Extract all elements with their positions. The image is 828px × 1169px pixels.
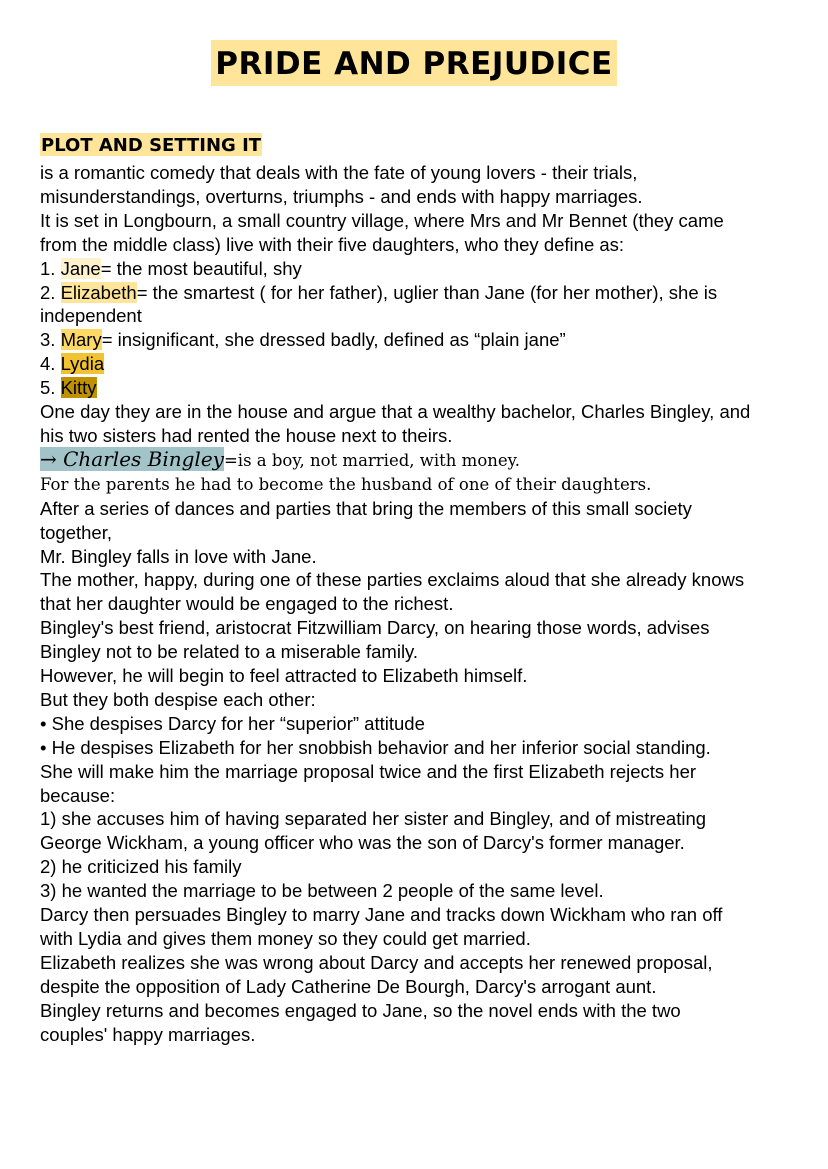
list-number: 3.	[40, 329, 61, 351]
daughters-list	[40, 257, 810, 400]
document-body	[40, 161, 810, 1047]
text-line: Bingley returns and becomes engaged to Jane, so the novel ends with the two	[40, 999, 681, 1021]
bingley-name: Charles Bingley	[63, 446, 224, 471]
intro-paragraph	[40, 161, 810, 257]
name-description: = insignificant, she dressed badly, defined as “plain jane”	[101, 329, 566, 351]
text-line: She will make him the marriage proposal twice and the first Elizabeth rejects her	[40, 760, 697, 782]
page-title: PRIDE AND PREJUDICE	[211, 40, 616, 86]
text-line: that her daughter would be engaged to the richest.	[40, 593, 454, 615]
middle-paragraph	[40, 400, 810, 448]
highlighted-name: Jane	[60, 257, 101, 279]
title-container	[0, 40, 828, 86]
bingley-highlight	[40, 447, 224, 471]
text-line: because:	[40, 784, 116, 806]
text-line: Bingley not to be related to a miserable family.	[40, 641, 419, 663]
text-line: Elizabeth realizes she was wrong about Darcy and accepts her renewed proposal,	[40, 951, 713, 973]
text-line: 2) he criticized his family	[40, 856, 242, 878]
list-number: 2.	[40, 281, 61, 303]
text-line: Bingley's best friend, aristocrat Fitzwilliam Darcy, on hearing those words, advises	[40, 617, 710, 639]
highlighted-name: Mary	[60, 329, 102, 351]
highlighted-name: Kitty	[60, 377, 97, 399]
text-line: However, he will begin to feel attracted to Elizabeth himself.	[40, 665, 528, 687]
text-line: with Lydia and gives them money so they could get married.	[40, 928, 531, 949]
text-line: from the middle class) live with their five daughters, who they define as:	[40, 233, 625, 255]
list-item	[40, 281, 810, 305]
arrow-icon: →	[40, 446, 64, 471]
text-line: One day they are in the house and argue that a wealthy bachelor, Charles Bingley, and	[40, 401, 751, 423]
text-line: It is set in Longbourn, a small country village, where Mrs and Mr Bennet (they came	[40, 209, 724, 231]
highlighted-name: Elizabeth	[60, 281, 137, 303]
text-line: George Wickham, a young officer who was the son of Darcy's former manager.	[40, 832, 685, 854]
name-description: = the most beautiful, shy	[100, 257, 302, 279]
section-heading: PLOT AND SETTING IT	[41, 135, 262, 156]
text-line: Darcy then persuades Bingley to marry Jane and tracks down Wickham who ran off	[40, 904, 723, 926]
text-line: misunderstandings, overturns, triumphs - and ends with happy marriages.	[40, 185, 643, 207]
bingley-parents-line: For the parents he had to become the husband of one of their daughters.	[40, 474, 652, 494]
list-item-continuation: independent	[40, 305, 142, 327]
text-line: is a romantic comedy that deals with the fate of young lovers - their trials,	[40, 162, 638, 183]
plot-paragraph	[40, 497, 810, 1047]
list-item	[40, 352, 810, 376]
list-item	[40, 257, 810, 281]
list-item	[40, 328, 810, 352]
highlighted-name: Lydia	[60, 353, 105, 375]
list-number: 4.	[40, 353, 61, 375]
bingley-description: =is a boy, not married, with money.	[223, 450, 521, 470]
bingley-line	[40, 448, 810, 473]
text-line: 1) she accuses him of having separated her sister and Bingley, and of mistreating	[40, 808, 707, 830]
list-number: 1.	[40, 257, 61, 279]
text-line: 3) he wanted the marriage to be between 2 people of the same level.	[40, 880, 604, 902]
text-line: his two sisters had rented the house next to theirs.	[40, 424, 453, 446]
text-line: couples' happy marriages.	[40, 1023, 256, 1045]
text-line: The mother, happy, during one of these parties exclaims aloud that she already knows	[40, 569, 745, 591]
text-line: • She despises Darcy for her “superior” attitude	[40, 712, 425, 734]
text-line: After a series of dances and parties that bring the members of this small society	[40, 497, 692, 519]
text-line: Mr. Bingley falls in love with Jane.	[40, 545, 317, 567]
text-line: • He despises Elizabeth for her snobbish behavior and her inferior social standing.	[40, 736, 711, 758]
text-line: But they both despise each other:	[40, 688, 316, 710]
text-line: despite the opposition of Lady Catherine De Bourgh, Darcy's arrogant aunt.	[40, 975, 657, 997]
text-line: together,	[40, 521, 113, 543]
list-item	[40, 376, 810, 400]
list-number: 5.	[40, 377, 61, 399]
name-description: = the smartest ( for her father), uglier than Jane (for her mother), she is	[136, 281, 718, 303]
